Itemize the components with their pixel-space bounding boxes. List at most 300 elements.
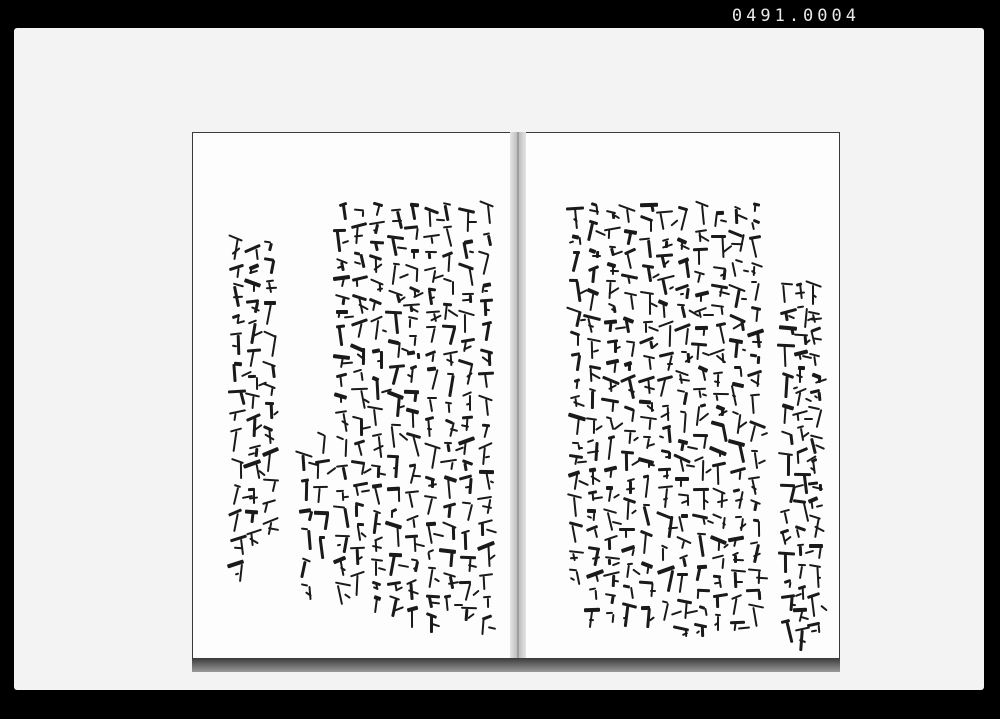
brush-stroke <box>462 502 471 505</box>
brush-stroke <box>712 487 726 494</box>
brush-stroke <box>810 629 817 632</box>
brush-stroke <box>677 389 685 393</box>
brush-stroke <box>718 540 720 551</box>
brush-stroke <box>272 481 276 492</box>
brush-stroke <box>661 279 667 295</box>
brush-stroke <box>802 588 804 600</box>
brush-stroke <box>587 516 592 520</box>
brush-stroke <box>394 313 399 334</box>
brush-stroke <box>699 412 710 421</box>
brush-stroke <box>375 205 379 216</box>
brush-stroke <box>338 312 341 318</box>
brush-stroke <box>446 228 453 247</box>
brush-stroke <box>646 565 649 574</box>
left-page <box>192 132 522 662</box>
brush-stroke <box>300 561 306 578</box>
brush-stroke <box>595 574 599 582</box>
brush-stroke <box>642 506 649 526</box>
brush-stroke <box>747 370 762 377</box>
brush-stroke <box>818 625 821 633</box>
brush-stroke <box>737 214 748 220</box>
brush-stroke <box>591 391 594 409</box>
brush-stroke <box>589 619 594 621</box>
brush-stroke <box>429 399 434 412</box>
brush-stroke <box>697 274 701 284</box>
brush-stroke <box>716 596 719 608</box>
brush-stroke <box>701 205 705 225</box>
brush-stroke <box>671 610 682 615</box>
brush-stroke <box>354 485 358 496</box>
brush-stroke <box>461 338 475 344</box>
brush-stroke <box>305 481 308 501</box>
brush-stroke <box>576 417 580 435</box>
brush-stroke <box>626 487 635 490</box>
brush-stroke <box>626 565 630 579</box>
brush-stroke <box>355 505 358 517</box>
brush-stroke <box>622 603 637 609</box>
brush-stroke <box>685 287 689 298</box>
brush-stroke <box>754 503 758 511</box>
brush-stroke <box>603 509 617 515</box>
brush-stroke <box>271 335 276 357</box>
brush-stroke <box>342 297 346 305</box>
brush-stroke <box>612 561 620 566</box>
brush-stroke <box>336 585 342 605</box>
brush-stroke <box>656 254 674 258</box>
brush-stroke <box>704 607 707 616</box>
right-page <box>518 132 840 662</box>
brush-stroke <box>613 362 616 373</box>
brush-stroke <box>484 290 489 292</box>
brush-stroke <box>232 344 237 347</box>
brush-stroke <box>751 270 756 274</box>
brush-stroke <box>626 209 630 224</box>
brush-stroke <box>608 321 611 331</box>
brush-stroke <box>373 409 377 426</box>
brush-stroke <box>751 222 755 230</box>
brush-stroke <box>430 237 432 244</box>
brush-stroke <box>448 506 452 518</box>
brush-stroke <box>738 471 741 481</box>
brush-stroke <box>715 355 726 364</box>
brush-stroke <box>567 494 582 500</box>
brush-stroke <box>685 328 689 345</box>
brush-stroke <box>372 302 376 311</box>
brush-stroke <box>702 460 705 481</box>
brush-stroke <box>790 328 794 336</box>
brush-stroke <box>730 467 746 474</box>
brush-stroke <box>591 269 595 283</box>
brush-stroke <box>608 559 611 565</box>
brush-stroke <box>258 381 267 386</box>
brush-stroke <box>399 273 409 279</box>
brush-stroke <box>246 529 262 536</box>
brush-stroke <box>734 340 738 357</box>
brush-stroke <box>318 538 323 559</box>
brush-stroke <box>735 259 743 263</box>
brush-stroke <box>391 367 398 385</box>
brush-stroke <box>342 496 349 499</box>
brush-stroke <box>484 426 489 438</box>
brush-stroke <box>703 314 715 316</box>
brush-stroke <box>818 392 822 401</box>
brush-stroke <box>715 213 719 228</box>
brush-stroke <box>670 219 678 226</box>
brush-stroke <box>682 558 687 567</box>
brush-stroke <box>796 529 800 538</box>
brush-stroke <box>414 337 417 346</box>
brush-stroke <box>788 315 795 320</box>
brush-stroke <box>733 598 737 615</box>
brush-stroke <box>607 339 618 343</box>
brush-stroke <box>444 304 448 319</box>
brush-stroke <box>627 232 632 245</box>
brush-stroke <box>608 488 612 502</box>
brush-stroke <box>811 596 816 617</box>
brush-stroke <box>463 533 466 550</box>
brush-stroke <box>604 227 621 232</box>
brush-stroke <box>784 376 788 398</box>
brush-stroke <box>709 446 727 456</box>
brush-stroke <box>804 418 813 420</box>
brush-stroke <box>647 240 652 258</box>
brush-stroke <box>808 496 818 503</box>
brush-stroke <box>698 535 704 557</box>
brush-stroke <box>628 364 631 372</box>
brush-stroke <box>625 453 628 471</box>
brush-stroke <box>575 571 580 585</box>
brush-stroke <box>714 380 721 383</box>
brush-stroke <box>374 486 380 504</box>
brush-stroke <box>269 404 272 419</box>
left-page-handwriting <box>193 133 522 662</box>
brush-stroke <box>614 215 621 220</box>
brush-stroke <box>628 388 636 393</box>
brush-stroke <box>428 253 431 259</box>
brush-stroke <box>667 570 674 592</box>
brush-stroke <box>374 320 379 340</box>
brush-stroke <box>753 607 758 627</box>
brush-stroke <box>697 250 699 265</box>
brush-stroke <box>630 295 633 310</box>
brush-stroke <box>610 596 614 605</box>
brush-stroke <box>777 344 795 348</box>
brush-stroke <box>676 599 691 605</box>
brush-stroke <box>761 432 769 436</box>
brush-stroke <box>570 577 575 581</box>
brush-stroke <box>484 324 489 341</box>
brush-stroke <box>751 281 757 283</box>
brush-stroke <box>487 205 491 225</box>
brush-stroke <box>626 252 632 269</box>
brush-stroke <box>681 209 688 231</box>
brush-stroke <box>428 569 433 588</box>
brush-stroke <box>799 546 802 557</box>
brush-stroke <box>427 367 436 372</box>
brush-stroke <box>754 452 759 469</box>
brush-stroke <box>732 262 737 277</box>
brush-stroke <box>815 378 827 384</box>
brush-stroke <box>662 548 664 561</box>
brush-stroke <box>590 292 595 311</box>
brush-stroke <box>308 530 312 550</box>
brush-stroke <box>412 437 419 457</box>
brush-stroke <box>695 630 700 634</box>
brush-stroke <box>578 237 581 245</box>
brush-stroke <box>748 476 760 480</box>
brush-stroke <box>629 432 632 444</box>
brush-stroke <box>266 303 272 325</box>
brush-stroke <box>783 512 787 524</box>
brush-stroke <box>785 536 792 542</box>
brush-stroke <box>342 240 349 244</box>
brush-stroke <box>341 278 344 287</box>
brush-stroke <box>783 346 786 367</box>
brush-stroke <box>668 428 672 443</box>
brush-stroke <box>308 511 313 522</box>
brush-stroke <box>734 209 737 224</box>
brush-stroke <box>754 283 760 301</box>
brush-stroke <box>639 290 653 294</box>
brush-stroke <box>755 309 758 322</box>
brush-stroke <box>377 287 384 290</box>
brush-stroke <box>572 253 580 272</box>
brush-stroke <box>438 548 456 554</box>
brush-stroke <box>588 248 596 254</box>
brush-stroke <box>480 348 493 354</box>
brush-stroke <box>378 567 386 571</box>
brush-stroke <box>712 514 722 520</box>
brush-stroke <box>244 244 261 254</box>
brush-stroke <box>612 521 622 525</box>
brush-stroke <box>692 514 708 520</box>
brush-stroke <box>458 310 475 317</box>
brush-stroke <box>446 444 450 452</box>
brush-stroke <box>733 488 741 493</box>
brush-stroke <box>411 609 413 628</box>
brush-stroke <box>392 220 402 222</box>
brush-stroke <box>336 231 341 252</box>
brush-stroke <box>805 550 814 554</box>
brush-stroke <box>749 420 766 429</box>
brush-stroke <box>684 260 689 277</box>
brush-stroke <box>792 410 808 416</box>
brush-stroke <box>733 558 744 561</box>
brush-stroke <box>594 529 598 538</box>
brush-stroke <box>410 205 416 221</box>
brush-stroke <box>576 381 579 390</box>
brush-stroke <box>385 521 402 529</box>
brush-stroke <box>462 242 468 260</box>
brush-stroke <box>359 254 365 269</box>
brush-stroke <box>573 497 577 517</box>
brush-stroke <box>711 235 726 238</box>
brush-stroke <box>239 564 243 582</box>
brush-stroke <box>326 467 336 475</box>
brush-stroke <box>486 308 491 311</box>
brush-stroke <box>612 614 615 623</box>
brush-stroke <box>465 583 472 601</box>
brush-stroke <box>486 235 491 246</box>
brush-stroke <box>234 573 239 576</box>
brush-stroke <box>650 219 652 232</box>
brush-stroke <box>619 528 635 531</box>
brush-stroke <box>575 354 580 370</box>
brush-stroke <box>443 521 457 528</box>
brush-stroke <box>352 276 368 283</box>
brush-stroke <box>716 395 719 401</box>
brush-stroke <box>412 519 415 529</box>
brush-stroke <box>230 535 247 543</box>
brush-stroke <box>337 544 342 547</box>
brush-stroke <box>409 493 414 509</box>
brush-stroke <box>650 303 658 309</box>
brush-stroke <box>734 581 743 583</box>
brush-stroke <box>608 230 610 239</box>
brush-stroke <box>750 425 756 442</box>
brush-stroke <box>758 521 760 537</box>
brush-stroke <box>742 349 747 352</box>
brush-stroke <box>477 541 495 551</box>
brush-stroke <box>781 403 794 410</box>
brush-stroke <box>231 458 244 464</box>
brush-stroke <box>344 593 351 598</box>
brush-stroke <box>792 604 797 607</box>
brush-stroke <box>658 468 671 472</box>
brush-stroke <box>360 372 363 381</box>
brush-stroke <box>228 389 246 393</box>
brush-stroke <box>742 269 749 272</box>
brush-stroke <box>646 404 654 411</box>
brush-stroke <box>697 345 700 360</box>
brush-stroke <box>721 237 724 259</box>
brush-stroke <box>580 319 586 322</box>
brush-stroke <box>343 508 349 528</box>
brush-stroke <box>650 205 654 212</box>
brush-stroke <box>809 564 821 568</box>
brush-stroke <box>680 306 686 318</box>
brush-stroke <box>631 509 637 514</box>
brush-stroke <box>467 504 473 521</box>
brush-stroke <box>607 438 611 460</box>
brush-stroke <box>256 377 258 390</box>
brush-stroke <box>700 403 707 408</box>
brush-stroke <box>411 307 420 313</box>
brush-stroke <box>481 523 484 536</box>
brush-stroke <box>683 391 688 404</box>
brush-stroke <box>444 475 457 482</box>
brush-stroke <box>788 581 791 588</box>
brush-stroke <box>648 419 651 430</box>
brush-stroke <box>758 459 766 464</box>
brush-stroke <box>313 485 328 487</box>
brush-stroke <box>739 368 742 377</box>
brush-stroke <box>645 323 647 334</box>
brush-stroke <box>697 591 700 599</box>
brush-stroke <box>796 392 801 406</box>
brush-stroke <box>354 234 363 237</box>
brush-stroke <box>445 597 448 611</box>
brush-stroke <box>433 533 444 537</box>
brush-stroke <box>799 566 803 579</box>
brush-stroke <box>820 604 827 610</box>
brush-stroke <box>695 229 707 232</box>
brush-stroke <box>587 338 601 342</box>
brush-stroke <box>733 623 736 632</box>
brush-stroke <box>815 444 825 450</box>
brush-stroke <box>229 409 246 414</box>
brush-stroke <box>630 587 634 599</box>
brush-stroke <box>431 370 438 391</box>
brush-stroke <box>427 552 431 560</box>
brush-stroke <box>458 262 474 270</box>
brush-stroke <box>374 597 378 612</box>
brush-stroke <box>232 431 237 452</box>
brush-stroke <box>461 424 469 428</box>
brush-stroke <box>317 487 320 502</box>
brush-stroke <box>262 499 276 505</box>
brush-stroke <box>447 404 449 413</box>
brush-stroke <box>481 618 484 635</box>
brush-stroke <box>376 379 380 400</box>
brush-stroke <box>679 293 684 296</box>
brush-stroke <box>464 314 466 333</box>
brush-stroke <box>587 223 594 242</box>
brush-stroke <box>802 502 808 522</box>
brush-stroke <box>703 436 707 449</box>
brush-stroke <box>469 250 475 253</box>
brush-stroke <box>643 534 647 554</box>
brush-stroke <box>490 480 495 483</box>
brush-stroke <box>574 474 578 490</box>
brush-stroke <box>738 627 750 630</box>
brush-stroke <box>657 275 675 282</box>
brush-stroke <box>412 411 415 428</box>
brush-stroke <box>482 254 489 275</box>
brush-stroke <box>728 230 743 238</box>
brush-stroke <box>444 205 450 221</box>
brush-stroke <box>440 458 457 463</box>
brush-stroke <box>660 379 666 397</box>
brush-stroke <box>658 321 674 328</box>
brush-stroke <box>479 573 494 576</box>
film-id-label: 0491.0004 <box>731 6 860 26</box>
brush-stroke <box>335 410 347 414</box>
brush-stroke <box>711 284 728 290</box>
brush-stroke <box>451 462 454 470</box>
brush-stroke <box>367 405 383 410</box>
brush-stroke <box>668 286 673 290</box>
brush-stroke <box>381 329 387 333</box>
brush-stroke <box>797 414 800 421</box>
brush-stroke <box>416 353 419 359</box>
brush-stroke <box>388 338 399 344</box>
brush-stroke <box>717 465 720 485</box>
brush-stroke <box>424 206 439 214</box>
brush-stroke <box>237 268 241 278</box>
brush-stroke <box>301 584 309 587</box>
brush-stroke <box>485 399 488 416</box>
brush-stroke <box>595 425 602 431</box>
brush-stroke <box>721 307 724 315</box>
brush-stroke <box>785 622 793 643</box>
brush-stroke <box>592 496 603 500</box>
brush-stroke <box>790 434 794 445</box>
brush-stroke <box>802 355 812 359</box>
brush-stroke <box>232 247 241 255</box>
brush-stroke <box>344 439 347 457</box>
brush-stroke <box>797 306 804 309</box>
